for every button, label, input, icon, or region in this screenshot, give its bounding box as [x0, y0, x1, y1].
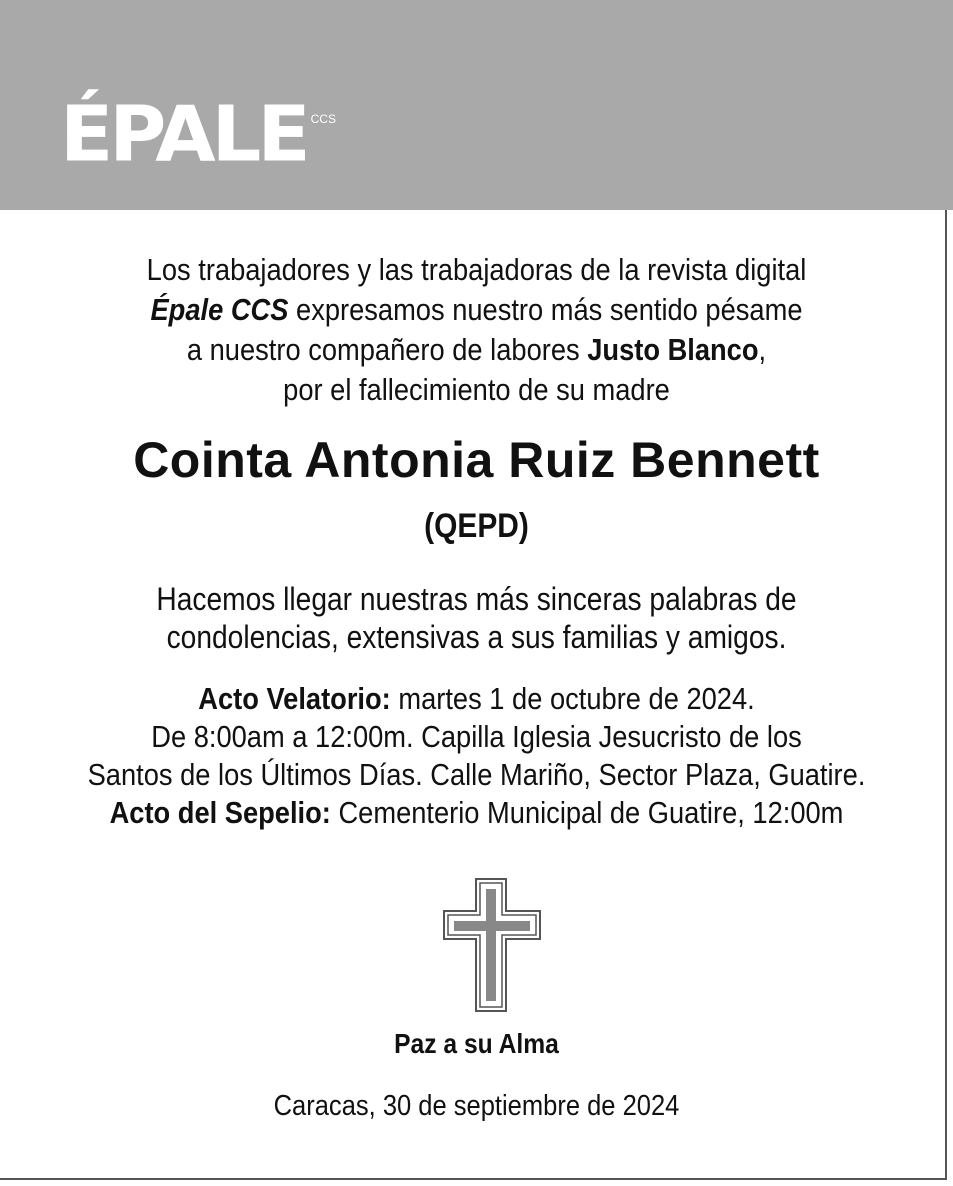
- place-date: Caracas, 30 de septiembre de 2024: [273, 1090, 680, 1122]
- intro-line-3-start: a nuestro compañero de labores: [186, 332, 588, 367]
- condolence-line-1: Hacemos llegar nuestras más sinceras palabras de: [156, 581, 797, 617]
- condolence-paragraph: [57, 580, 896, 656]
- logo-word: ÉPALE: [60, 90, 307, 180]
- header-band: [0, 0, 953, 210]
- burial-label: Acto del Sepelio:: [109, 795, 331, 830]
- deceased-name: Cointa Antonia Ruiz Bennett: [133, 432, 820, 488]
- intro-line-2: [57, 290, 896, 330]
- burial-line: [57, 794, 896, 832]
- intro-line-4: por el fallecimiento de su madre: [283, 372, 670, 407]
- intro-line-3: [57, 330, 896, 370]
- wake-line-1: [57, 680, 896, 718]
- qepd-label: (QEPD): [424, 507, 529, 545]
- wake-line-2: De 8:00am a 12:00m. Capilla Iglesia Jesucristo de los: [151, 719, 802, 754]
- epale-logo: [60, 90, 336, 180]
- intro-line-1: Los trabajadores y las trabajadoras de la revista digital: [146, 252, 807, 287]
- condolence-line-2: condolencias, extensivas a sus familias y amigos.: [166, 619, 787, 655]
- intro-line-3-end: ,: [758, 332, 767, 367]
- cross-icon: [442, 877, 542, 1018]
- colleague-name: Justo Blanco: [587, 332, 759, 367]
- burial-text: Cementerio Municipal de Guatire, 12:00m: [330, 795, 844, 830]
- logo-superscript: CCS: [310, 112, 336, 126]
- brand-name: Épale CCS: [150, 292, 289, 327]
- wake-label: Acto Velatorio:: [198, 681, 391, 716]
- wake-date: martes 1 de octubre de 2024.: [390, 681, 755, 716]
- intro-line-2-rest: expresamos nuestro más sentido pésame: [288, 292, 803, 327]
- acts-paragraph: [57, 680, 896, 832]
- closing-phrase: Paz a su Alma: [394, 1028, 559, 1059]
- intro-paragraph: [57, 250, 896, 410]
- wake-line-3: Santos de los Últimos Días. Calle Mariño, Sector Plaza, Guatire.: [87, 757, 866, 792]
